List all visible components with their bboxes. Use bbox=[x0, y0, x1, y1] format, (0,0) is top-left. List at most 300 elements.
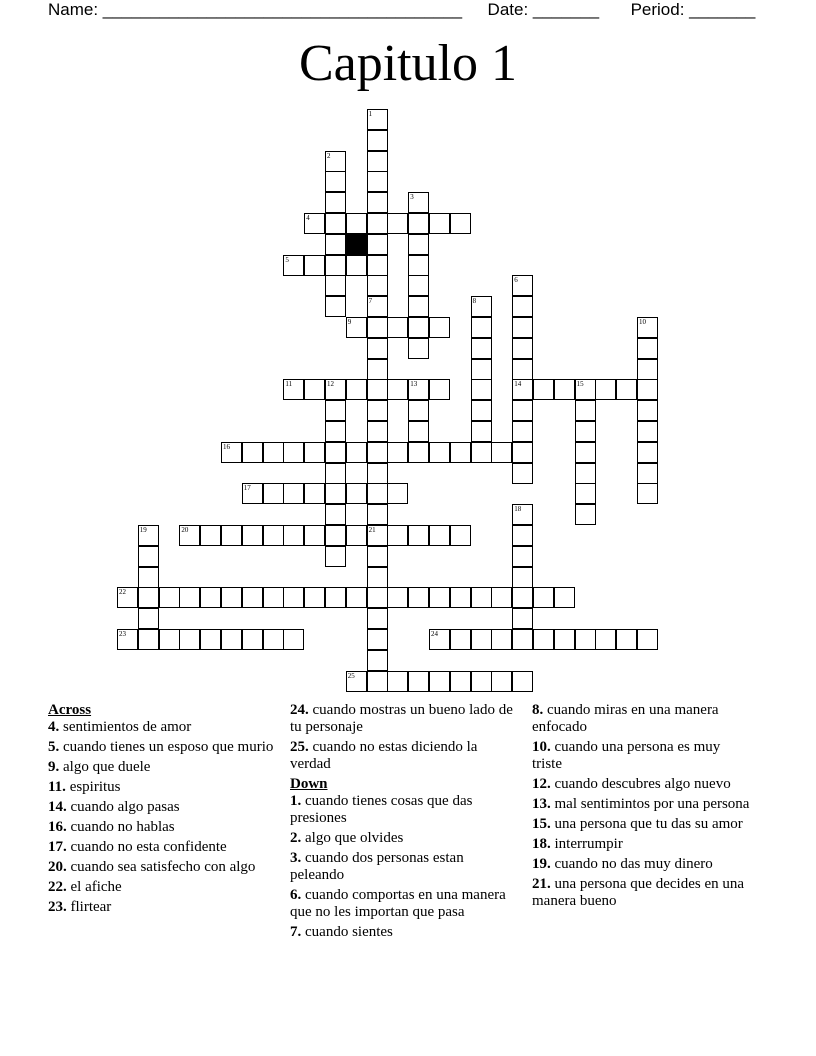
clue-text: espiritus bbox=[65, 779, 121, 795]
grid-cell[interactable] bbox=[512, 567, 533, 588]
grid-cell[interactable] bbox=[325, 192, 346, 213]
grid-cell[interactable] bbox=[429, 317, 450, 338]
grid-cell[interactable] bbox=[616, 629, 637, 650]
grid-cell[interactable] bbox=[554, 629, 575, 650]
grid-cell[interactable] bbox=[117, 587, 138, 608]
grid-cell[interactable] bbox=[471, 400, 492, 421]
grid-cell[interactable] bbox=[283, 442, 304, 463]
grid-cell[interactable] bbox=[367, 296, 388, 317]
grid-cell[interactable] bbox=[408, 379, 429, 400]
grid-cell[interactable] bbox=[221, 525, 242, 546]
grid-cell[interactable] bbox=[408, 338, 429, 359]
grid-cell[interactable] bbox=[512, 463, 533, 484]
clue-number: 17 bbox=[243, 484, 251, 493]
grid-cell[interactable] bbox=[138, 525, 159, 546]
grid-cell[interactable] bbox=[325, 255, 346, 276]
grid-cell[interactable] bbox=[554, 379, 575, 400]
grid-cell[interactable] bbox=[387, 442, 408, 463]
clue-item bbox=[290, 702, 520, 736]
grid-cell[interactable] bbox=[450, 525, 471, 546]
grid-cell[interactable] bbox=[637, 421, 658, 442]
grid-cell[interactable] bbox=[637, 379, 658, 400]
clue-number-label: 11. bbox=[48, 779, 66, 795]
grid-cell[interactable] bbox=[283, 255, 304, 276]
grid-cell[interactable] bbox=[367, 525, 388, 546]
grid-cell[interactable] bbox=[367, 171, 388, 192]
clue-text: algo que duele bbox=[59, 759, 151, 775]
clue-text: cuando no hablas bbox=[66, 819, 175, 835]
clue-item bbox=[532, 836, 754, 853]
grid-cell[interactable] bbox=[367, 213, 388, 234]
grid-cell[interactable] bbox=[367, 671, 388, 692]
grid-cell[interactable] bbox=[325, 463, 346, 484]
clue-number-label: 2. bbox=[290, 830, 302, 846]
grid-cell[interactable] bbox=[512, 671, 533, 692]
clue-text: una persona que tu das su amor bbox=[550, 816, 743, 832]
grid-cell[interactable] bbox=[367, 275, 388, 296]
grid-cell[interactable] bbox=[263, 587, 284, 608]
grid-cell[interactable] bbox=[283, 525, 304, 546]
grid-cell[interactable] bbox=[221, 442, 242, 463]
grid-cell[interactable] bbox=[408, 213, 429, 234]
grid-cell[interactable] bbox=[159, 587, 180, 608]
grid-cell[interactable] bbox=[429, 587, 450, 608]
grid-cell[interactable] bbox=[138, 546, 159, 567]
grid-cell[interactable] bbox=[367, 234, 388, 255]
grid-cell[interactable] bbox=[263, 483, 284, 504]
grid-cell[interactable] bbox=[450, 671, 471, 692]
grid-cell[interactable] bbox=[304, 525, 325, 546]
grid-cell[interactable] bbox=[533, 379, 554, 400]
grid-cell[interactable] bbox=[367, 546, 388, 567]
clue-item bbox=[532, 702, 754, 736]
clue-item bbox=[532, 776, 754, 793]
grid-cell[interactable] bbox=[512, 608, 533, 629]
clue-number: 22 bbox=[119, 588, 126, 597]
grid-cell[interactable] bbox=[387, 213, 408, 234]
grid-cell[interactable] bbox=[429, 379, 450, 400]
grid-cell[interactable] bbox=[408, 275, 429, 296]
clue-text: cuando mostras un bueno lado de tu personaje bbox=[290, 702, 513, 735]
grid-cell[interactable] bbox=[408, 442, 429, 463]
grid-cell[interactable] bbox=[408, 587, 429, 608]
grid-cell[interactable] bbox=[512, 317, 533, 338]
clue-number-label: 10. bbox=[532, 739, 551, 755]
grid-cell[interactable] bbox=[325, 525, 346, 546]
clue-number-label: 8. bbox=[532, 702, 544, 718]
grid-cell[interactable] bbox=[346, 587, 367, 608]
grid-cell[interactable] bbox=[637, 359, 658, 380]
clue-number-label: 3. bbox=[290, 850, 302, 866]
grid-cell[interactable] bbox=[367, 504, 388, 525]
clue-number: 4 bbox=[306, 214, 310, 222]
clue-number: 18 bbox=[514, 505, 522, 514]
grid-cell[interactable] bbox=[367, 567, 388, 588]
grid-cell[interactable] bbox=[242, 587, 263, 608]
grid-cell[interactable] bbox=[512, 379, 533, 400]
grid-cell[interactable] bbox=[408, 671, 429, 692]
grid-cell[interactable] bbox=[512, 296, 533, 317]
grid-cell[interactable] bbox=[450, 629, 471, 650]
grid-cell[interactable] bbox=[200, 629, 221, 650]
clue-number-label: 9. bbox=[48, 759, 60, 775]
clue-item bbox=[532, 816, 754, 833]
grid-cell[interactable] bbox=[512, 525, 533, 546]
grid-cell[interactable] bbox=[367, 421, 388, 442]
clue-section-heading: Across bbox=[48, 702, 92, 718]
grid-cell[interactable] bbox=[283, 629, 304, 650]
grid-cell[interactable] bbox=[471, 587, 492, 608]
clue-number-label: 24. bbox=[290, 702, 309, 718]
clue-text: algo que olvides bbox=[301, 830, 404, 846]
clue-text: cuando descubres algo nuevo bbox=[550, 776, 731, 792]
clue-item bbox=[48, 859, 278, 876]
clue-number-label: 17. bbox=[48, 839, 67, 855]
clue-number: 16 bbox=[223, 442, 230, 451]
grid-cell[interactable] bbox=[367, 255, 388, 276]
grid-cell[interactable] bbox=[367, 151, 388, 172]
clue-item bbox=[290, 830, 520, 847]
clue-number: 10 bbox=[639, 318, 646, 326]
period-field[interactable]: Period: _______ bbox=[630, 0, 756, 19]
grid-cell[interactable] bbox=[325, 234, 346, 255]
clue-column-2 bbox=[290, 702, 520, 944]
grid-cell[interactable] bbox=[304, 255, 325, 276]
grid-cell[interactable] bbox=[283, 483, 304, 504]
grid-cell[interactable] bbox=[325, 421, 346, 442]
grid-cell[interactable] bbox=[367, 317, 388, 338]
grid-cell[interactable] bbox=[367, 608, 388, 629]
grid-cell[interactable] bbox=[242, 483, 263, 504]
grid-cell[interactable] bbox=[429, 213, 450, 234]
clue-item bbox=[290, 793, 520, 827]
grid-cell[interactable] bbox=[471, 338, 492, 359]
clue-number-label: 1. bbox=[290, 793, 302, 809]
grid-cell[interactable] bbox=[304, 587, 325, 608]
grid-cell[interactable] bbox=[346, 379, 367, 400]
grid-cell[interactable] bbox=[263, 442, 284, 463]
clue-number: 21 bbox=[368, 526, 376, 534]
clue-number: 7 bbox=[368, 297, 373, 306]
grid-cell[interactable] bbox=[325, 379, 346, 400]
grid-cell[interactable] bbox=[491, 671, 512, 692]
grid-cell[interactable] bbox=[512, 421, 533, 442]
grid-cell[interactable] bbox=[429, 629, 450, 650]
grid-cell[interactable] bbox=[408, 296, 429, 317]
grid-cell[interactable] bbox=[346, 671, 367, 692]
clue-text: cuando algo pasas bbox=[66, 799, 180, 815]
grid-cell[interactable] bbox=[471, 671, 492, 692]
clue-item bbox=[290, 739, 520, 773]
grid-cell[interactable] bbox=[408, 317, 429, 338]
grid-cell[interactable] bbox=[512, 629, 533, 650]
clue-section-heading: Down bbox=[290, 776, 328, 792]
grid-cell[interactable] bbox=[408, 525, 429, 546]
clue-text: cuando miras en una manera enfocado bbox=[532, 702, 719, 735]
grid-cell[interactable] bbox=[637, 338, 658, 359]
grid-cell[interactable] bbox=[450, 587, 471, 608]
grid-cell[interactable] bbox=[637, 629, 658, 650]
grid-cell[interactable] bbox=[512, 504, 533, 525]
clue-item bbox=[48, 879, 278, 896]
clue-text: cuando sientes bbox=[301, 924, 393, 940]
clue-number-label: 23. bbox=[48, 899, 67, 915]
grid-cell[interactable] bbox=[471, 379, 492, 400]
grid-cell[interactable] bbox=[491, 587, 512, 608]
clue-text: cuando no estas diciendo la verdad bbox=[290, 739, 478, 772]
grid-cell[interactable] bbox=[408, 255, 429, 276]
clue-number: 19 bbox=[139, 526, 147, 534]
grid-cell[interactable] bbox=[242, 442, 263, 463]
grid-cell[interactable] bbox=[367, 192, 388, 213]
grid-cell[interactable] bbox=[304, 379, 325, 400]
grid-cell[interactable] bbox=[221, 587, 242, 608]
clue-number: 23 bbox=[119, 630, 126, 638]
grid-cell[interactable] bbox=[387, 587, 408, 608]
grid-cell[interactable] bbox=[471, 421, 492, 442]
clue-number-label: 25. bbox=[290, 739, 309, 755]
clue-item bbox=[290, 924, 520, 941]
grid-cell[interactable] bbox=[200, 525, 221, 546]
grid-cell[interactable] bbox=[491, 629, 512, 650]
clue-text: interrumpir bbox=[550, 836, 623, 852]
clue-item bbox=[48, 759, 278, 776]
grid-cell[interactable] bbox=[263, 629, 284, 650]
grid-cell[interactable] bbox=[387, 671, 408, 692]
grid-cell[interactable] bbox=[325, 504, 346, 525]
clue-item bbox=[48, 779, 278, 796]
grid-cell[interactable] bbox=[637, 442, 658, 463]
grid-cell[interactable] bbox=[200, 587, 221, 608]
clue-number: 9 bbox=[347, 318, 352, 326]
grid-cell[interactable] bbox=[367, 483, 388, 504]
grid-cell[interactable] bbox=[637, 483, 658, 504]
grid-cell[interactable] bbox=[325, 483, 346, 504]
clue-text: flirtear bbox=[66, 899, 112, 915]
grid-cell[interactable] bbox=[575, 442, 596, 463]
grid-cell[interactable] bbox=[387, 317, 408, 338]
grid-cell[interactable] bbox=[346, 213, 367, 234]
grid-cell[interactable] bbox=[637, 317, 658, 338]
clue-item bbox=[290, 850, 520, 884]
grid-cell[interactable] bbox=[367, 359, 388, 380]
grid-cell[interactable] bbox=[471, 296, 492, 317]
grid-cell[interactable] bbox=[346, 442, 367, 463]
clue-item bbox=[48, 819, 278, 836]
grid-cell[interactable] bbox=[325, 546, 346, 567]
grid-cell[interactable] bbox=[346, 255, 367, 276]
clue-text: cuando comportas en una manera que no les importan que pasa bbox=[290, 887, 506, 920]
clue-item bbox=[532, 796, 754, 813]
clue-number: 11 bbox=[285, 380, 293, 389]
date-field[interactable]: Date: _______ bbox=[487, 0, 600, 19]
clue-text: el afiche bbox=[66, 879, 122, 895]
grid-cell[interactable] bbox=[221, 629, 242, 650]
grid-cell[interactable] bbox=[159, 629, 180, 650]
grid-cell[interactable] bbox=[616, 379, 637, 400]
clue-text: sentimientos de amor bbox=[59, 719, 192, 735]
name-field[interactable]: Name: ______________________________________ bbox=[48, 0, 463, 19]
grid-cell[interactable] bbox=[575, 379, 596, 400]
clue-number-label: 18. bbox=[532, 836, 551, 852]
clue-number-label: 15. bbox=[532, 816, 551, 832]
grid-cell[interactable] bbox=[450, 213, 471, 234]
grid-cell[interactable] bbox=[325, 213, 346, 234]
grid-cell[interactable] bbox=[283, 587, 304, 608]
clue-text: una persona que decides en una manera bueno bbox=[532, 876, 745, 909]
clue-number-label: 20. bbox=[48, 859, 67, 875]
clue-number: 14 bbox=[514, 380, 522, 389]
grid-cell[interactable] bbox=[512, 338, 533, 359]
grid-cell[interactable] bbox=[179, 525, 200, 546]
grid-cell[interactable] bbox=[450, 442, 471, 463]
grid-cell[interactable] bbox=[367, 400, 388, 421]
clue-number-label: 21. bbox=[532, 876, 551, 892]
grid-cell[interactable] bbox=[595, 379, 616, 400]
grid-cell[interactable] bbox=[346, 483, 367, 504]
grid-cell[interactable] bbox=[512, 587, 533, 608]
grid-cell[interactable] bbox=[595, 629, 616, 650]
clue-item bbox=[48, 739, 278, 756]
clue-text: cuando tienes cosas que das presiones bbox=[290, 793, 473, 826]
clue-number-label: 6. bbox=[290, 887, 302, 903]
clue-text: cuando una persona es muy triste bbox=[532, 739, 721, 772]
clue-text: cuando dos personas estan peleando bbox=[290, 850, 464, 883]
grid-cell[interactable] bbox=[575, 504, 596, 525]
clue-number: 1 bbox=[368, 110, 373, 118]
clue-number: 2 bbox=[327, 151, 331, 160]
grid-cell[interactable] bbox=[512, 546, 533, 567]
clue-number-label: 13. bbox=[532, 796, 551, 812]
grid-cell[interactable] bbox=[533, 629, 554, 650]
grid-cell[interactable] bbox=[533, 587, 554, 608]
grid-cell[interactable] bbox=[263, 525, 284, 546]
black-cell bbox=[346, 234, 367, 255]
clue-number-label: 14. bbox=[48, 799, 67, 815]
grid-cell[interactable] bbox=[512, 442, 533, 463]
clue-column-1 bbox=[48, 702, 278, 919]
grid-cell[interactable] bbox=[637, 400, 658, 421]
grid-cell[interactable] bbox=[367, 130, 388, 151]
grid-cell[interactable] bbox=[242, 629, 263, 650]
grid-cell[interactable] bbox=[575, 483, 596, 504]
grid-cell[interactable] bbox=[325, 442, 346, 463]
clue-item bbox=[532, 856, 754, 873]
clue-number-label: 7. bbox=[290, 924, 302, 940]
grid-cell[interactable] bbox=[387, 379, 408, 400]
clue-item bbox=[532, 876, 754, 910]
clue-number-label: 19. bbox=[532, 856, 551, 872]
clue-number: 13 bbox=[410, 380, 418, 389]
grid-cell[interactable] bbox=[325, 296, 346, 317]
grid-cell[interactable] bbox=[367, 587, 388, 608]
grid-cell[interactable] bbox=[512, 400, 533, 421]
grid-cell[interactable] bbox=[138, 587, 159, 608]
grid-cell[interactable] bbox=[512, 359, 533, 380]
grid-cell[interactable] bbox=[325, 171, 346, 192]
clue-number: 24 bbox=[431, 630, 438, 638]
grid-cell[interactable] bbox=[367, 379, 388, 400]
grid-cell[interactable] bbox=[367, 629, 388, 650]
grid-cell[interactable] bbox=[367, 463, 388, 484]
grid-cell[interactable] bbox=[304, 213, 325, 234]
grid-cell[interactable] bbox=[325, 400, 346, 421]
clue-text: cuando sea satisfecho con algo bbox=[66, 859, 256, 875]
grid-cell[interactable] bbox=[575, 629, 596, 650]
grid-cell[interactable] bbox=[471, 629, 492, 650]
grid-cell[interactable] bbox=[387, 483, 408, 504]
clue-text: cuando no esta confidente bbox=[66, 839, 227, 855]
grid-cell[interactable] bbox=[429, 671, 450, 692]
grid-cell[interactable] bbox=[367, 442, 388, 463]
grid-cell[interactable] bbox=[471, 359, 492, 380]
grid-cell[interactable] bbox=[325, 587, 346, 608]
clue-number: 3 bbox=[410, 193, 414, 202]
grid-cell[interactable] bbox=[408, 421, 429, 442]
clue-number: 6 bbox=[514, 276, 518, 285]
clue-text: cuando tienes un esposo que murio bbox=[59, 739, 274, 755]
grid-cell[interactable] bbox=[408, 400, 429, 421]
grid-cell[interactable] bbox=[408, 192, 429, 213]
grid-cell[interactable] bbox=[346, 525, 367, 546]
grid-cell[interactable] bbox=[367, 109, 388, 130]
grid-cell[interactable] bbox=[367, 338, 388, 359]
grid-cell[interactable] bbox=[471, 317, 492, 338]
grid-cell[interactable] bbox=[242, 525, 263, 546]
clue-item bbox=[48, 719, 278, 736]
clue-number: 15 bbox=[576, 380, 584, 389]
clue-number: 5 bbox=[285, 255, 289, 264]
grid-cell[interactable] bbox=[387, 525, 408, 546]
grid-cell[interactable] bbox=[283, 379, 304, 400]
grid-cell[interactable] bbox=[575, 421, 596, 442]
grid-cell[interactable] bbox=[325, 151, 346, 172]
grid-cell[interactable] bbox=[304, 483, 325, 504]
grid-cell[interactable] bbox=[179, 629, 200, 650]
clue-number: 25 bbox=[347, 671, 355, 680]
clue-number: 12 bbox=[327, 380, 334, 389]
clue-text: mal sentimintos por una persona bbox=[550, 796, 750, 812]
grid-cell[interactable] bbox=[138, 629, 159, 650]
grid-cell[interactable] bbox=[138, 567, 159, 588]
grid-cell[interactable] bbox=[304, 442, 325, 463]
grid-cell[interactable] bbox=[575, 463, 596, 484]
grid-cell[interactable] bbox=[179, 587, 200, 608]
clue-number: 8 bbox=[472, 297, 477, 306]
grid-cell[interactable] bbox=[429, 442, 450, 463]
grid-cell[interactable] bbox=[637, 463, 658, 484]
clue-number-label: 12. bbox=[532, 776, 551, 792]
page-title: Capitulo 1 bbox=[298, 35, 518, 92]
grid-cell[interactable] bbox=[429, 525, 450, 546]
grid-cell[interactable] bbox=[471, 442, 492, 463]
clue-number-label: 16. bbox=[48, 819, 67, 835]
clue-number-label: 5. bbox=[48, 739, 60, 755]
clue-item bbox=[290, 887, 520, 921]
grid-cell[interactable] bbox=[367, 650, 388, 671]
grid-cell[interactable] bbox=[117, 629, 138, 650]
grid-cell[interactable] bbox=[408, 234, 429, 255]
grid-cell[interactable] bbox=[138, 608, 159, 629]
clue-number-label: 22. bbox=[48, 879, 67, 895]
grid-cell[interactable] bbox=[575, 400, 596, 421]
grid-cell[interactable] bbox=[346, 317, 367, 338]
clue-item bbox=[532, 739, 754, 773]
grid-cell[interactable] bbox=[512, 275, 533, 296]
grid-cell[interactable] bbox=[325, 275, 346, 296]
grid-cell[interactable] bbox=[491, 442, 512, 463]
grid-cell[interactable] bbox=[554, 587, 575, 608]
